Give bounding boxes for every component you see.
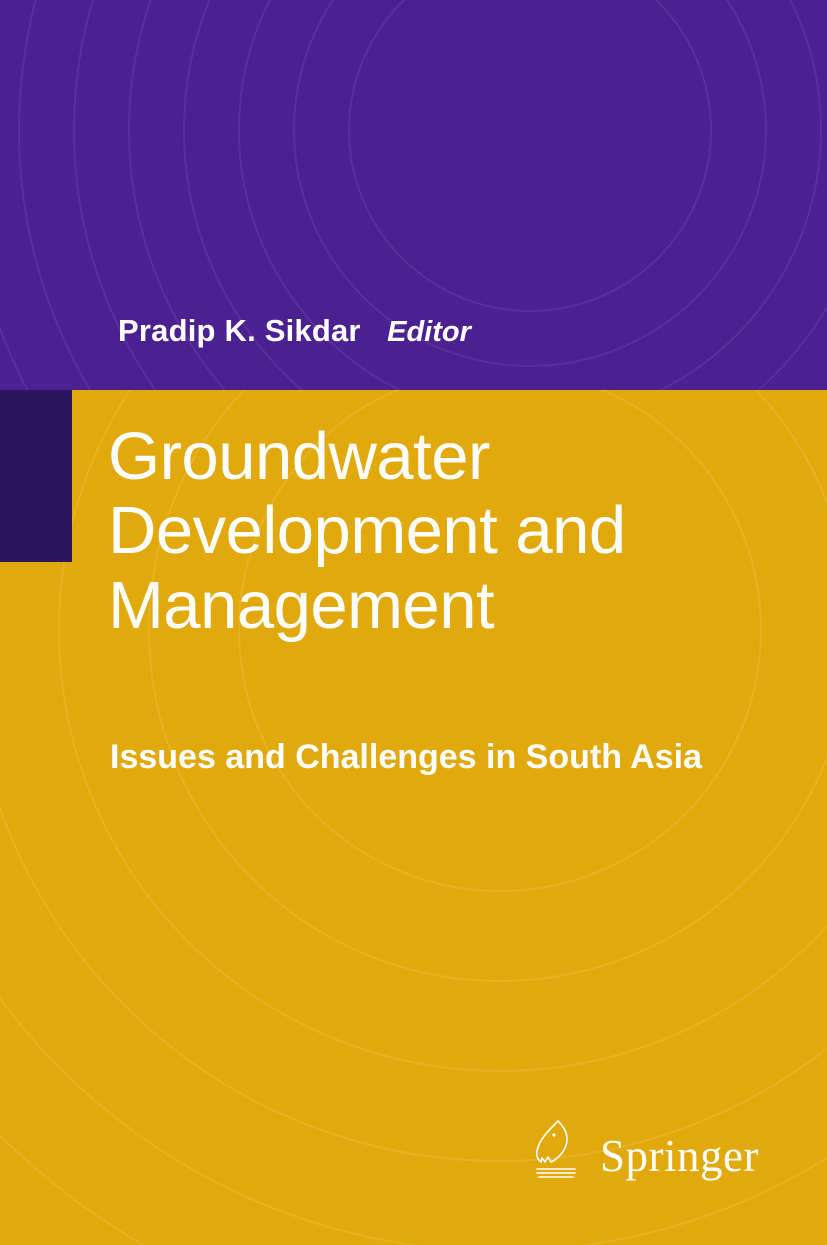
springer-knight-icon [528, 1117, 586, 1183]
book-subtitle: Issues and Challenges in South Asia [110, 738, 702, 776]
publisher-logo [528, 1117, 759, 1183]
editor-line [118, 313, 471, 349]
accent-square [0, 390, 72, 562]
publisher-name: Springer [600, 1131, 759, 1181]
book-title: Groundwater Development and Management [108, 419, 626, 643]
editor-name: Pradip K. Sikdar [118, 313, 361, 348]
editor-role-label: Editor [387, 316, 471, 348]
